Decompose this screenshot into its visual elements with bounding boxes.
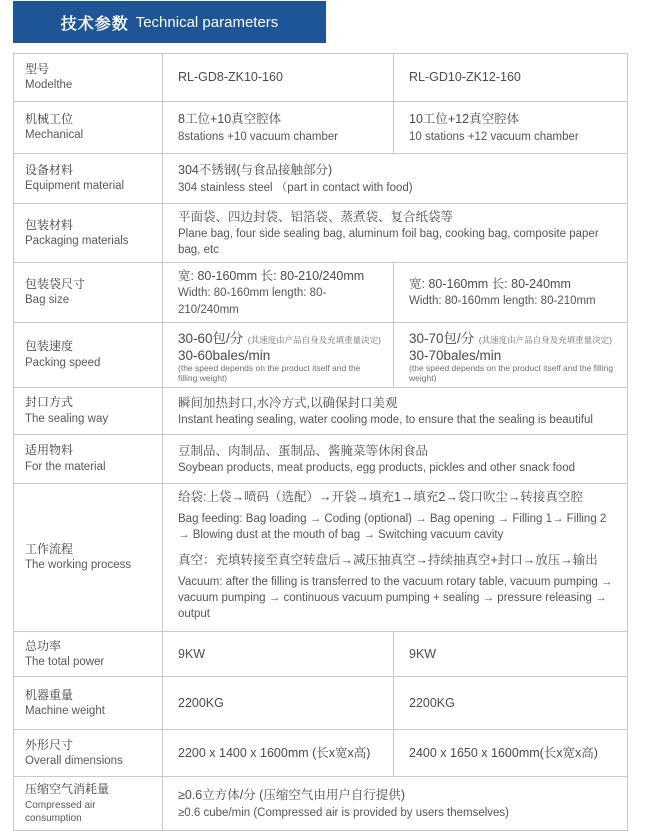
packing-speed-col2-cell — [394, 322, 628, 387]
packing-speed-col1-cell — [163, 322, 394, 387]
sealing-way-label-cell — [14, 387, 163, 434]
packaging-materials-label-zh: 包装材料 — [25, 217, 74, 232]
overall-dimensions-col1-cell — [163, 730, 394, 777]
mechanical-col2-en: 10 stations +12 vacuum chamber — [409, 130, 579, 143]
model-col1-cell — [163, 54, 394, 102]
mechanical-col1-en: 8stations +10 vacuum chamber — [178, 130, 339, 143]
packaging-materials-value-cell — [163, 204, 628, 263]
mechanical-label-en: Mechanical — [25, 129, 84, 142]
total-power-label-zh: 总功率 — [25, 638, 62, 653]
equipment-material-value-en: 304 stainless steel （part in contact with food) — [178, 181, 413, 194]
packaging-materials-value-zh: 平面袋、四边封袋、铝箔袋、蒸煮袋、复合纸袋等 — [178, 210, 454, 224]
bag-size-col2-cell — [394, 263, 628, 322]
banner-title-en: Technical parameters — [135, 13, 279, 31]
working-process-label-zh: 工作流程 — [25, 542, 74, 557]
bag-size-label-zh: 包装袋尺寸 — [25, 277, 86, 292]
compressed-air-label-en: Compressed air consumption — [25, 799, 96, 825]
row-working-process — [14, 483, 628, 632]
compressed-air-value-zh: ≥0.6立方体/分 (压缩空气由用户自行提供) — [178, 788, 406, 803]
total-power-label-cell — [14, 632, 163, 677]
bag-size-col1-zh: 宽: 80-160mm 长: 80-210/240mm — [178, 269, 365, 284]
mechanical-label-zh: 机械工位 — [25, 112, 74, 127]
applicable-material-value-cell — [163, 434, 628, 483]
overall-dimensions-label-cell — [14, 730, 163, 777]
model-col2-cell — [394, 54, 628, 102]
working-process-vacuum-zh: 真空：充填转接至真空转盘后→减压抽真空→持续抽真空+封口→放压→输出 — [178, 552, 598, 567]
overall-dimensions-col2-value: 2400 x 1650 x 1600mm(长x宽x高) — [409, 746, 598, 761]
applicable-material-value-zh: 豆制品、肉制品、蛋制品、酱腌菜等休闲食品 — [178, 443, 429, 458]
overall-dimensions-label-zh: 外形尺寸 — [25, 737, 74, 752]
packing-speed-label-en: Packing speed — [25, 356, 101, 369]
machine-weight-col2-cell — [394, 677, 628, 730]
technical-parameters-table — [13, 53, 628, 831]
model-col1-value: RL-GD8-ZK10-160 — [178, 70, 283, 85]
row-machine-weight — [14, 677, 628, 730]
bag-size-label-en: Bag size — [25, 294, 70, 307]
packing-speed-col1-note-zh: (其速度由产品自身及充填重量决定) — [247, 334, 381, 345]
sealing-way-value-cell — [163, 387, 628, 434]
compressed-air-label-cell — [14, 777, 163, 830]
total-power-col2-cell — [394, 632, 628, 677]
machine-weight-label-cell — [14, 677, 163, 730]
compressed-air-label-zh: 压缩空气消耗量 — [25, 782, 110, 797]
total-power-col1-value: 9KW — [178, 647, 206, 662]
packing-speed-col1-main: 30-60包/分 — [178, 330, 244, 346]
machine-weight-col1-cell — [163, 677, 394, 730]
working-process-label-en: The working process — [25, 559, 132, 572]
mechanical-col1-cell — [163, 102, 394, 154]
applicable-material-label-zh: 适用物料 — [25, 443, 74, 458]
mechanical-col1-zh: 8工位+10真空腔体 — [178, 112, 282, 127]
machine-weight-label-en: Machine weight — [25, 705, 105, 718]
bag-size-label-cell — [14, 263, 163, 322]
sealing-way-value-en: Instant heating sealing, water cooling mode, to ensure that the sealing is beautiful — [178, 413, 593, 426]
packing-speed-label-cell — [14, 322, 163, 387]
packing-speed-label-zh: 包装速度 — [25, 339, 74, 354]
total-power-col2-value: 9KW — [409, 647, 437, 662]
equipment-material-value-zh: 304不锈钢(与食品接触部分) — [178, 163, 333, 178]
mechanical-col2-cell — [394, 102, 628, 154]
applicable-material-label-cell — [14, 434, 163, 483]
compressed-air-value-en: ≥0.6 cube/min (Compressed air is provided by users themselves) — [178, 806, 510, 819]
bag-size-col2-en: Width: 80-160mm length: 80-210mm — [409, 295, 596, 308]
equipment-material-label-zh: 设备材料 — [25, 163, 74, 178]
overall-dimensions-col2-cell — [394, 730, 628, 777]
row-bag-size — [14, 263, 628, 322]
bag-size-col1-en: Width: 80-160mm length: 80-210/240mm — [178, 287, 327, 316]
packing-speed-col2-note-zh: (其速度由产品自身及充填重量决定) — [478, 334, 612, 345]
total-power-col1-cell — [163, 632, 394, 677]
model-col2-value: RL-GD10-ZK12-160 — [409, 70, 521, 85]
model-label-zh: 型号 — [25, 62, 50, 77]
packing-speed-col2-en: 30-70bales/min — [409, 347, 502, 363]
mechanical-col2-zh: 10工位+12真空腔体 — [409, 112, 520, 127]
working-process-bag-en: Bag feeding: Bag loading → Coding (optional) → Bag opening → Filling 1→ Filling 2 → Blowing dust at the mouth of bag → Switching vacuum cavity — [178, 512, 607, 541]
total-power-label-en: The total power — [25, 656, 105, 669]
packing-speed-col2-main: 30-70包/分 — [409, 330, 475, 346]
sealing-way-value-zh: 瞬间加热封口,水冷方式,以确保封口美观 — [178, 395, 398, 410]
bag-size-col1-cell — [163, 263, 394, 322]
working-process-value-cell — [163, 483, 628, 632]
model-label-cell — [14, 54, 163, 102]
bag-size-col2-zh: 宽: 80-160mm 长: 80-240mm — [409, 277, 571, 292]
working-process-bag-zh: 给袋:上袋→喷码（选配）→开袋→填充1→填充2→袋口吹尘→转接真空腔 — [178, 489, 583, 504]
compressed-air-value-cell — [163, 777, 628, 830]
equipment-material-label-en: Equipment material — [25, 180, 125, 193]
packaging-materials-value-en: Plane bag, four side sealing bag, aluminum foil bag, cooking bag, composite paper bag, etc — [178, 228, 599, 257]
model-label-en: Modelthe — [25, 79, 73, 92]
working-process-label-cell — [14, 483, 163, 632]
row-packing-speed — [14, 322, 628, 387]
row-mechanical — [14, 102, 628, 154]
row-total-power — [14, 632, 628, 677]
packaging-materials-label-cell — [14, 204, 163, 263]
sealing-way-label-en: The sealing way — [25, 412, 109, 425]
row-overall-dimensions — [14, 730, 628, 777]
overall-dimensions-col1-value: 2200 x 1400 x 1600mm (长x宽x高) — [178, 746, 371, 761]
sealing-way-label-zh: 封口方式 — [25, 395, 74, 410]
row-compressed-air — [14, 777, 628, 830]
equipment-material-label-cell — [14, 154, 163, 204]
banner-title-zh: 技术参数 — [60, 15, 129, 33]
row-packaging-materials — [14, 204, 628, 263]
packaging-materials-label-en: Packaging materials — [25, 235, 129, 248]
equipment-material-value-cell — [163, 154, 628, 204]
working-process-vacuum-en: Vacuum: after the filling is transferred to the vacuum rotary table, vacuum pumping → vacuum pumping → continuous vacuum pumping + sealing → pressure releasing → output — [178, 576, 613, 621]
machine-weight-col1-value: 2200KG — [178, 696, 224, 711]
row-equipment-material — [14, 154, 628, 204]
overall-dimensions-label-en: Overall dimensions — [25, 755, 123, 768]
applicable-material-label-en: For the material — [25, 460, 106, 473]
packing-speed-col1-en: 30-60bales/min — [178, 347, 271, 363]
mechanical-label-cell — [14, 102, 163, 154]
packing-speed-col1-note-en: (the speed depends on the product itself and the filling weight) — [178, 362, 361, 383]
row-model — [14, 54, 628, 102]
machine-weight-label-zh: 机器重量 — [25, 687, 74, 702]
technical-parameters-banner — [13, 1, 326, 43]
machine-weight-col2-value: 2200KG — [409, 696, 455, 711]
row-applicable-material — [14, 434, 628, 483]
packing-speed-col2-note-en: (the speed depends on the product itself and the filling weight) — [409, 362, 614, 383]
row-sealing-way — [14, 387, 628, 434]
applicable-material-value-en: Soybean products, meat products, egg products, pickles and other snack food — [178, 461, 575, 474]
